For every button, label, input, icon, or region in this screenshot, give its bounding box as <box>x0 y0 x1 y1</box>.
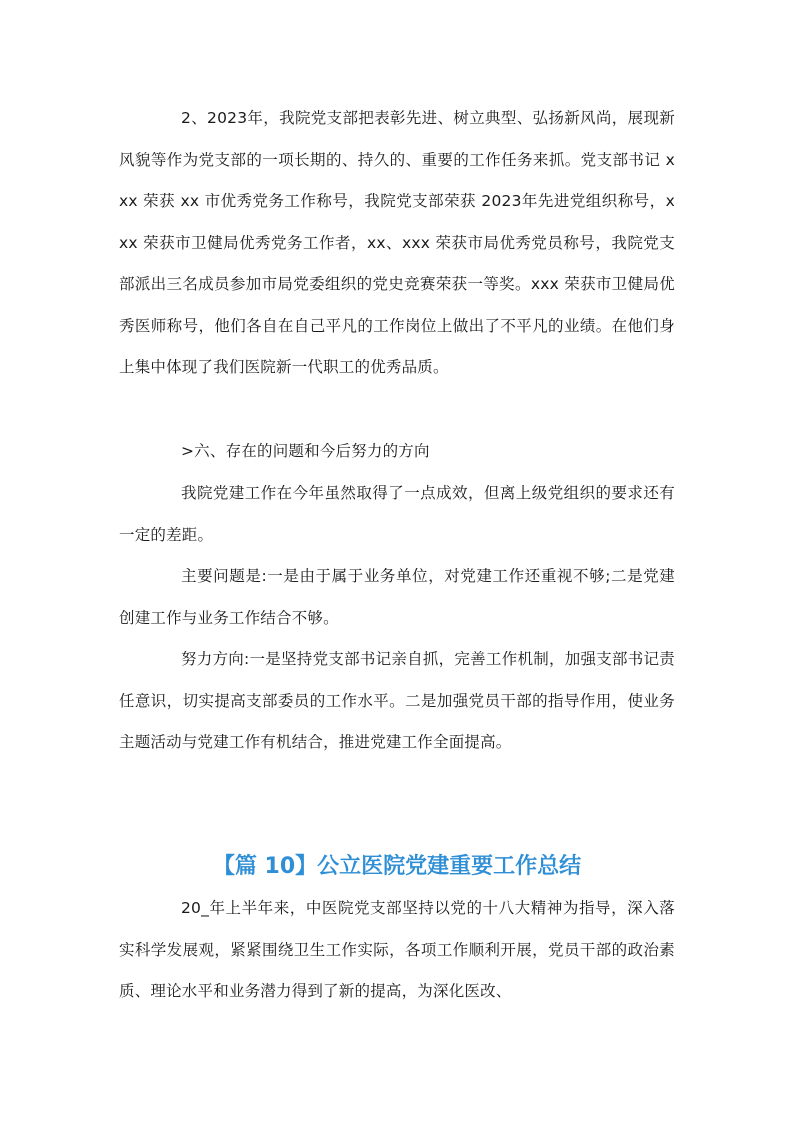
article-heading: 【篇 10】公立医院党建重要工作总结 <box>212 854 582 879</box>
paragraph-directions: 努力方向:一是坚持党支部书记亲自抓，完善工作机制，加强支部书记责任意识，切实提高支部委员的工作水平。二是加强党员干部的指导作用，使业务主题活动与党建工作有机结合，推进党建工作全面提高。 <box>119 650 675 751</box>
paragraph-intro: 20_年上半年来，中医院党支部坚持以党的十八大精神为指导，深入落实科学发展观，紧紧围绕卫生工作实际，各项工作顺利开展，党员干部的政治素质、理论水平和业务潜力得到了新的提高，为深化医改、 <box>119 899 675 1000</box>
paragraph-awards: 2、2023年，我院党支部把表彰先进、树立典型、弘扬新风尚，展现新风貌等作为党支部的一项长期的、持久的、重要的工作任务来抓。党支部书记 xxx 荣获 xx 市优秀党务工作称号，我院党支部荣获 2023年先进党组织称号，xxx 荣获市卫健局优秀党务工作者，xx、xxx 荣获市局优秀党员称号，我院党支部派出三名成员参加市局党委组织的党史竞赛荣获一等奖。xxx 荣获市卫健局优秀医师称号，他们各自在自己平凡的工作岗位上做出了不平凡的业绩。在他们身上集中体现了我们医院新一代职工的优秀品质。 <box>119 109 675 376</box>
paragraph-main-problems: 主要问题是:一是由于属于业务单位，对党建工作还重视不够;二是党建创建工作与业务工作结合不够。 <box>119 567 675 627</box>
paragraph-gap: 我院党建工作在今年虽然取得了一点成效，但离上级党组织的要求还有一定的差距。 <box>119 484 675 544</box>
section-heading-problems: >六、存在的问题和今后努力的方向 <box>181 442 430 460</box>
